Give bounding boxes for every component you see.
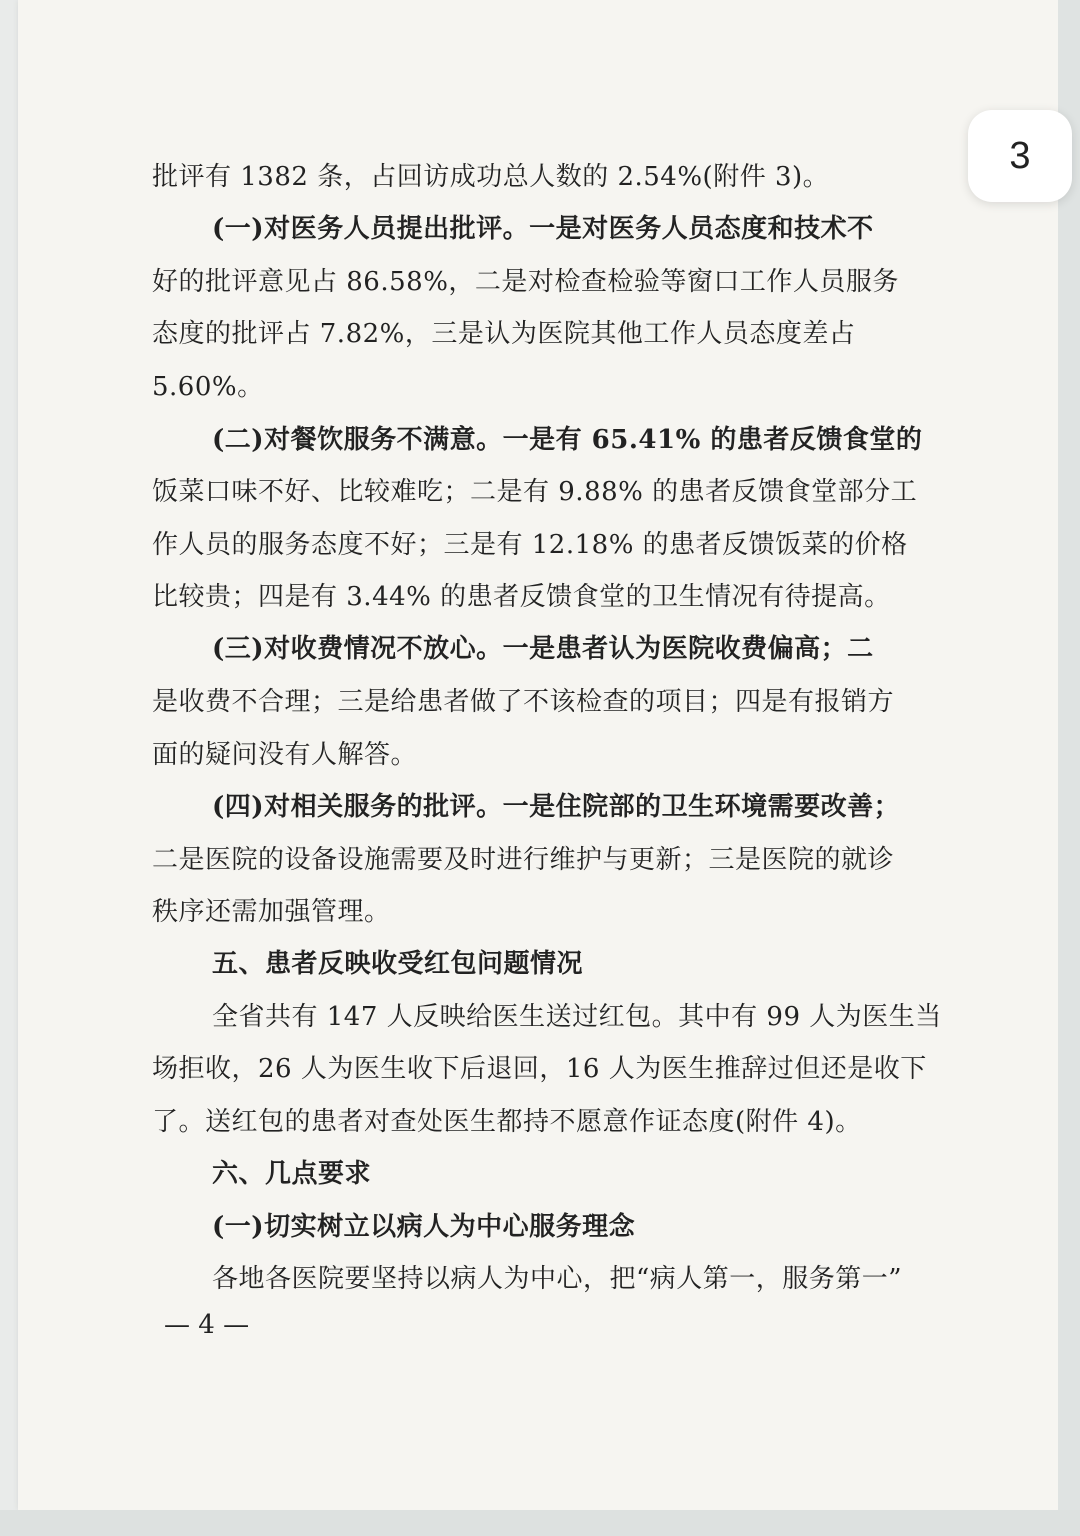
- subheading-line: (一)对医务人员提出批评。一是对医务人员态度和技术不: [212, 214, 874, 244]
- body-line: 场拒收，26 人为医生收下后退回，16 人为医生推辞过但还是收下: [152, 1054, 927, 1084]
- bottom-edge: [0, 1510, 1080, 1536]
- subheading-line: (一)切实树立以病人为中心服务理念: [212, 1212, 636, 1242]
- subheading-line: (三)对收费情况不放心。一是患者认为医院收费偏高；二: [212, 634, 874, 664]
- body-line: 二是医院的设备设施需要及时进行维护与更新；三是医院的就诊: [152, 845, 895, 875]
- body-line: 了。送红包的患者对查处医生都持不愿意作证态度(附件 4)。: [152, 1107, 862, 1137]
- body-line: 批评有 1382 条，占回访成功总人数的 2.54%(附件 3)。: [152, 162, 830, 192]
- page-edge: [1058, 0, 1080, 1536]
- body-line: 作人员的服务态度不好；三是有 12.18% 的患者反馈饭菜的价格: [152, 530, 908, 560]
- body-line: 态度的批评占 7.82%，三是认为医院其他工作人员态度差占: [152, 319, 856, 349]
- body-line: 是收费不合理；三是给患者做了不该检查的项目；四是有报销方: [152, 687, 895, 717]
- subheading-line: (二)对餐饮服务不满意。一是有 65.41% 的患者反馈食堂的: [212, 425, 923, 455]
- subheading-line: (四)对相关服务的批评。一是住院部的卫生环境需要改善；: [212, 792, 901, 822]
- section-heading: 五、患者反映收受红包问题情况: [212, 949, 584, 979]
- body-line: 面的疑问没有人解答。: [152, 740, 418, 770]
- body-line: 秩序还需加强管理。: [152, 897, 391, 927]
- body-line: 比较贵；四是有 3.44% 的患者反馈食堂的卫生情况有待提高。: [152, 582, 891, 612]
- body-line: 饭菜口味不好、比较难吃；二是有 9.88% 的患者反馈食堂部分工: [152, 477, 918, 507]
- body-line: 5.60%。: [152, 372, 264, 402]
- section-heading: 六、几点要求: [212, 1159, 372, 1189]
- page-count-badge: 3: [968, 110, 1072, 202]
- body-line: 好的批评意见占 86.58%，二是对检查检验等窗口工作人员服务: [152, 267, 899, 297]
- body-line: 各地各医院要坚持以病人为中心，把“病人第一，服务第一”: [212, 1264, 903, 1294]
- page-number: — 4 —: [164, 1310, 250, 1340]
- body-line: 全省共有 147 人反映给医生送过红包。其中有 99 人为医生当: [212, 1002, 942, 1032]
